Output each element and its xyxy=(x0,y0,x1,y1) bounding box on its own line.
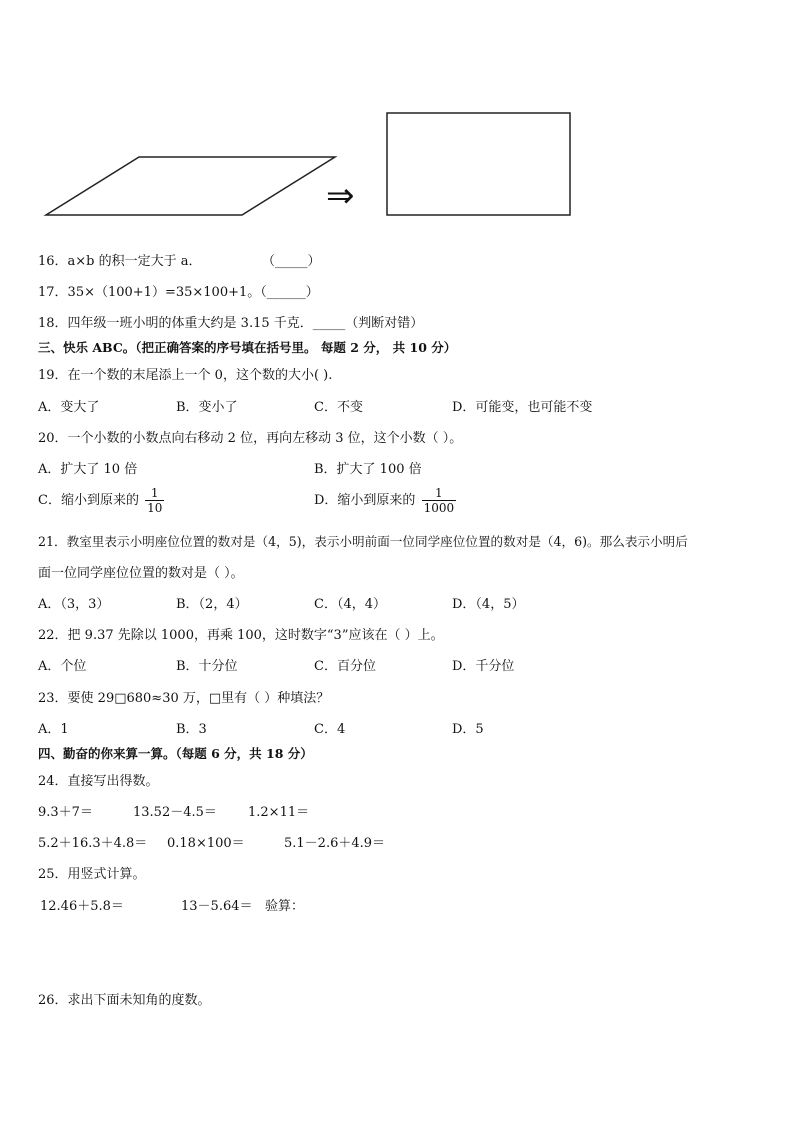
question-23-option-b: B．3 xyxy=(176,722,207,737)
calc-item: 13.52－4.5＝ xyxy=(133,805,217,820)
fraction-one-tenth xyxy=(145,486,164,515)
fraction-numerator: 1 xyxy=(435,486,443,500)
question-20-option-b: B．扩大了 100 倍 xyxy=(314,462,422,477)
vertical-calc-item: 12.46＋5.8＝ xyxy=(40,899,124,914)
question-23-stem: 23．要使 29□680≈30 万，□里有（ ）种填法？ xyxy=(38,691,330,706)
section-4-heading: 四、勤奋的你来算一算。（每题 6 分，共 18 分） xyxy=(38,746,313,761)
question-16-answer-blank: （_____） xyxy=(262,254,321,269)
question-19-option-a: A．变大了 xyxy=(38,400,100,415)
fraction-denominator: 1000 xyxy=(423,501,455,515)
calc-item: 1.2×11＝ xyxy=(248,805,310,820)
question-19-option-d: D．可能变，也可能不变 xyxy=(452,400,593,415)
calc-item: 5.1－2.6＋4.9＝ xyxy=(284,836,386,851)
question-26-stem: 26．求出下面未知角的度数。 xyxy=(38,993,211,1008)
question-22-option-a: A．个位 xyxy=(38,659,87,674)
question-20-option-c-text: C．缩小到原来的 xyxy=(38,493,139,508)
calc-item: 9.3＋7＝ xyxy=(38,805,93,820)
question-21-option-b: B．（2，4） xyxy=(176,597,248,612)
question-23-option-a: A．1 xyxy=(38,722,69,737)
question-23-option-d: D．5 xyxy=(452,722,484,737)
question-19-option-b: B．变小了 xyxy=(176,400,238,415)
question-19-option-c: C．不变 xyxy=(314,400,363,415)
question-19-stem: 19．在一个数的末尾添上一个 0，这个数的大小( ). xyxy=(38,368,333,383)
fraction-denominator: 10 xyxy=(147,501,163,515)
question-22-option-c: C．百分位 xyxy=(314,659,376,674)
question-17: 17．35×（100+1）=35×100+1。（______） xyxy=(38,285,319,300)
calc-item: 5.2＋16.3＋4.8＝ xyxy=(38,836,148,851)
question-20-option-d xyxy=(314,486,456,515)
question-20-stem: 20．一个小数的小数点向右移动 2 位，再向左移动 3 位，这个小数（ ）。 xyxy=(38,431,463,446)
question-21-option-c: C．（4，4） xyxy=(314,597,386,612)
question-16-text: 16．a×b 的积一定大于 a． xyxy=(38,254,202,269)
question-22-option-b: B．十分位 xyxy=(176,659,238,674)
fraction-one-thousandth xyxy=(422,486,457,515)
rectangle-shape xyxy=(387,113,570,215)
calc-item: 0.18×100＝ xyxy=(167,836,245,851)
question-23-option-c: C．4 xyxy=(314,722,346,737)
section-3-heading: 三、快乐 ABC。（把正确答案的序号填在括号里。 每题 2 分， 共 10 分） xyxy=(38,340,457,355)
shape-figure xyxy=(0,0,794,230)
question-16 xyxy=(38,250,202,269)
verification-label: 验算： xyxy=(265,899,305,914)
question-18: 18．四年级一班小明的体重大约是 3.15 千克．_____（判断对错） xyxy=(38,316,424,331)
vertical-calc-item: 13－5.64＝ xyxy=(181,899,253,914)
question-21-stem-line-2: 面一位同学座位位置的数对是（ ）。 xyxy=(38,566,244,581)
question-21-stem-line-1: 21．教室里表示小明座位位置的数对是（4，5)，表示小明前面一位同学座位位置的数对是（4，6)。那么表示小明后 xyxy=(38,534,688,549)
question-20-option-d-text: D．缩小到原来的 xyxy=(314,493,416,508)
parallelogram-shape xyxy=(46,157,335,215)
question-21-option-d: D．（4，5） xyxy=(452,597,525,612)
question-21-option-a: A．（3，3） xyxy=(38,597,110,612)
question-20-option-c xyxy=(38,486,164,515)
fraction-numerator: 1 xyxy=(150,486,159,500)
question-22-option-d: D．千分位 xyxy=(452,659,515,674)
question-20-option-a: A．扩大了 10 倍 xyxy=(38,462,138,477)
question-22-stem: 22．把 9.37 先除以 1000，再乘 100，这时数字“3”应该在（ ）上。 xyxy=(38,628,444,643)
question-24-stem: 24．直接写出得数。 xyxy=(38,774,159,789)
question-25-stem: 25．用竖式计算。 xyxy=(38,867,146,882)
transform-arrow-icon: ⇒ xyxy=(326,176,355,216)
